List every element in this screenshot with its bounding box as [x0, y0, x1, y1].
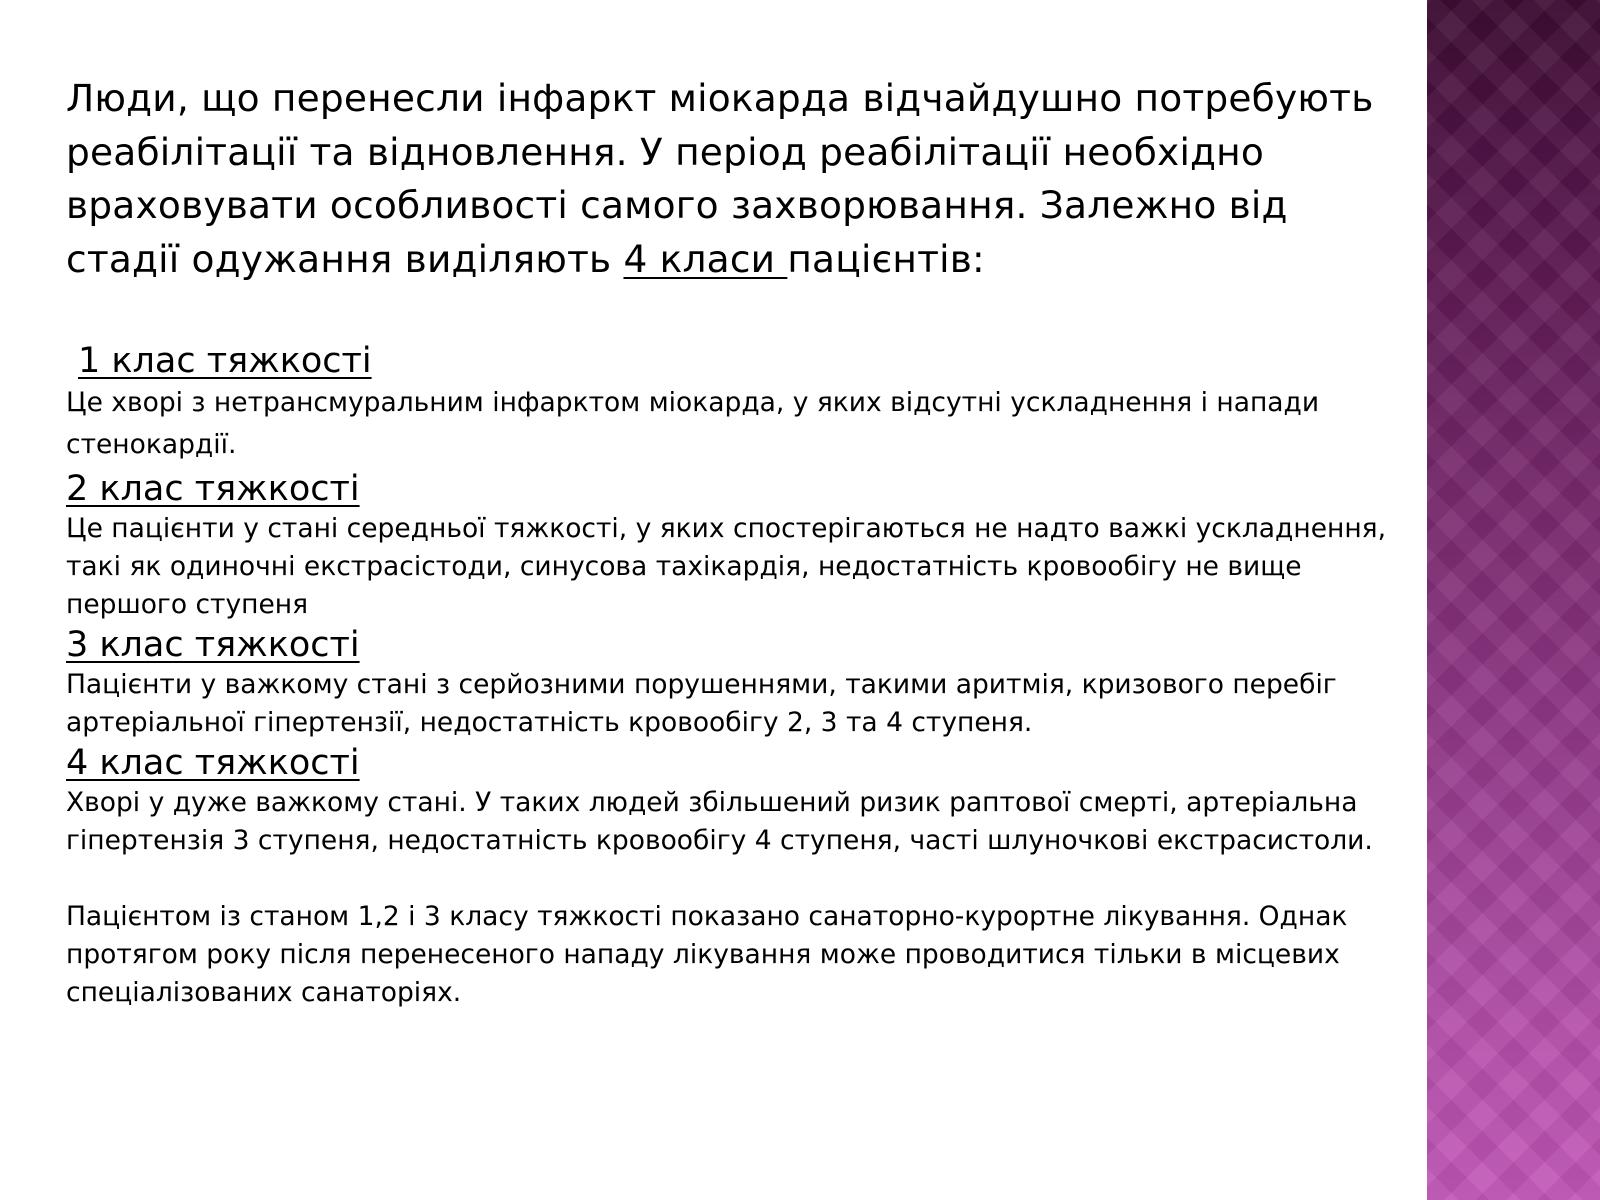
class-3-description: Пацієнти у важкому стані з серйозними порушеннями, такими аритмія, кризового перебіг артеріальної гіпертензії, недостатність кровообігу 2, 3 та 4 ступеня.	[66, 669, 1337, 738]
class-3-heading: 3 клас тяжкості	[66, 625, 360, 665]
class-1-description: Це хворі з нетрансмуральним інфарктом міокарда, у яких відсутні ускладнення і напади стенокардії.	[66, 387, 1320, 460]
intro-text-after: пацієнтів:	[787, 236, 985, 281]
class-4-description: Хворі у дуже важкому стані. У таких людей збільшений ризик раптової смерті, артеріальна гіпертензія 3 ступеня, недостатність кровообігу 4 ступеня, часті шлуночкові екстрасистоли.	[66, 787, 1373, 856]
intro-underlined-text: 4 класи	[623, 236, 788, 281]
class-2-description: Це пацієнти у стані середньої тяжкості, у яких спостерігаються не надто важкі ускладнення, такі як одиночні екстрасістоди, синусова тахікардія, недостатність кровообігу не вище першого ступеня	[66, 513, 1387, 620]
intro-paragraph	[66, 72, 1406, 286]
intro-text-before: Люди, що перенесли інфаркт міокарда відчайдушно потребують реабілітації та відновлення. У період реабілітації необхідно враховувати особливості самого захворювання. Залежно від стадії одужання виділяють	[66, 76, 1374, 281]
closing-paragraph: Пацієнтом із станом 1,2 і 3 класу тяжкості показано санаторно-курортне лікування. Однак протягом року після перенесеного нападу лікування може проводитися тільки в місцевих спеціалізованих санаторіях.	[66, 901, 1348, 1008]
class-1-heading: 1 клас тяжкості	[78, 341, 372, 381]
slide-content	[66, 72, 1406, 1012]
class-4-heading: 4 клас тяжкості	[66, 743, 360, 783]
class-2-heading: 2 клас тяжкості	[66, 469, 360, 509]
decorative-side-panel	[1427, 0, 1600, 1200]
